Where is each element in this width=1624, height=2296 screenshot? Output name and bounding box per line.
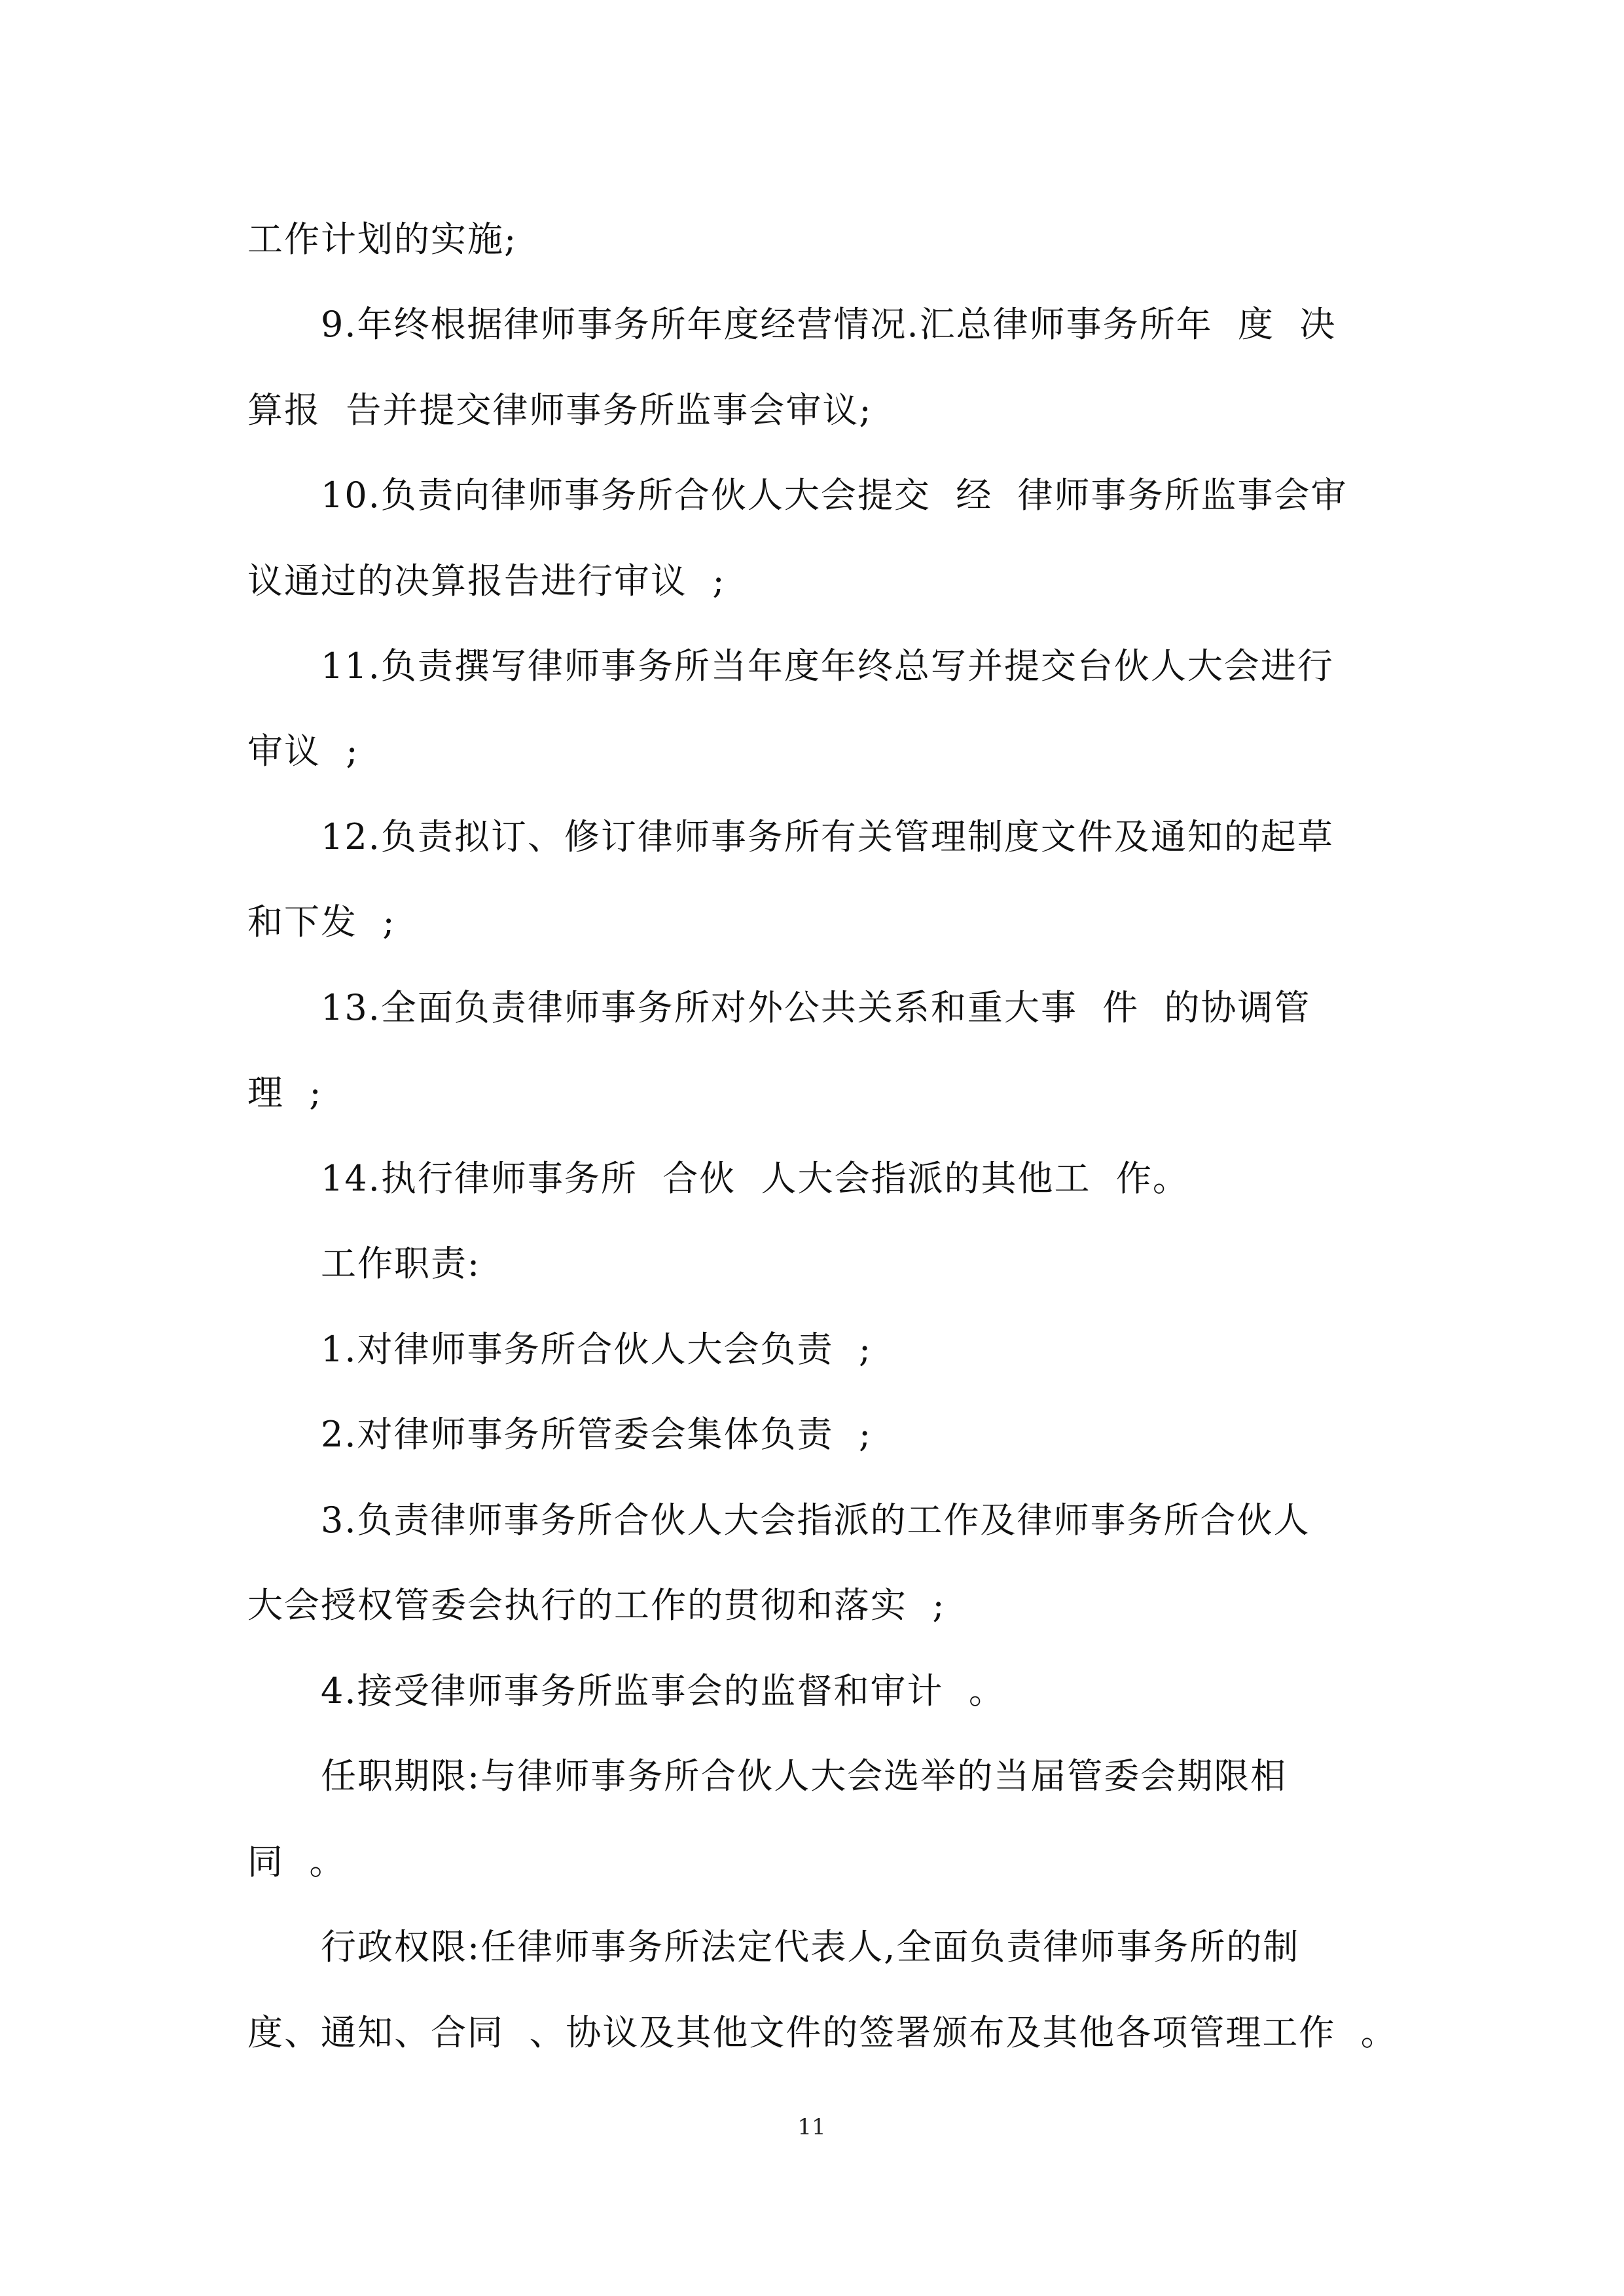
list-item: 4.接受律师事务所监事会的监督和审计 。 xyxy=(321,1670,1005,1712)
text-line: 度、通知、合同 、协议及其他文件的签署颁布及其他各项管理工作 。 xyxy=(247,2012,1398,2053)
text-line: 和下发 ; xyxy=(247,901,396,942)
section-heading: 工作职责: xyxy=(321,1243,481,1284)
text-line: 同 。 xyxy=(247,1841,346,1882)
text-line: 审议 ; xyxy=(247,730,359,772)
list-item: 1.对律师事务所合伙人大会负责 ; xyxy=(321,1329,873,1370)
list-item: 3.负责律师事务所合伙人大会指派的工作及律师事务所合伙人 xyxy=(321,1499,1310,1541)
paragraph-line: 行政权限:任律师事务所法定代表人,全面负责律师事务所的制 xyxy=(321,1926,1300,1967)
text-line: 工作计划的实施; xyxy=(247,219,518,260)
list-item: 11.负责撰写律师事务所当年度年终总写并提交台伙人大会进行 xyxy=(321,645,1334,687)
list-item: 9.年终根据律师事务所年度经营情况.汇总律师事务所年 度 决 xyxy=(321,304,1337,345)
text-line: 大会授权管委会执行的工作的贯彻和落实 ; xyxy=(247,1585,946,1626)
text-line: 议通过的决算报告进行审议 ; xyxy=(247,560,726,601)
list-item: 10.负责向律师事务所合伙人大会提交 经 律师事务所监事会审 xyxy=(321,475,1348,516)
page-number: 11 xyxy=(797,2114,826,2140)
list-item: 2.对律师事务所管委会集体负责 ; xyxy=(321,1414,873,1455)
list-item: 12.负责拟订、修订律师事务所有关管理制度文件及通知的起草 xyxy=(321,816,1334,857)
list-item: 14.执行律师事务所 合伙 人大会指派的其他工 作。 xyxy=(321,1158,1189,1199)
text-line: 算报 告并提交律师事务所监事会审议; xyxy=(247,389,873,431)
list-item: 13.全面负责律师事务所对外公共关系和重大事 件 的协调管 xyxy=(321,987,1311,1028)
paragraph-line: 任职期限:与律师事务所合伙人大会选举的当届管委会期限相 xyxy=(321,1755,1288,1797)
text-line: 理 ; xyxy=(247,1072,323,1113)
